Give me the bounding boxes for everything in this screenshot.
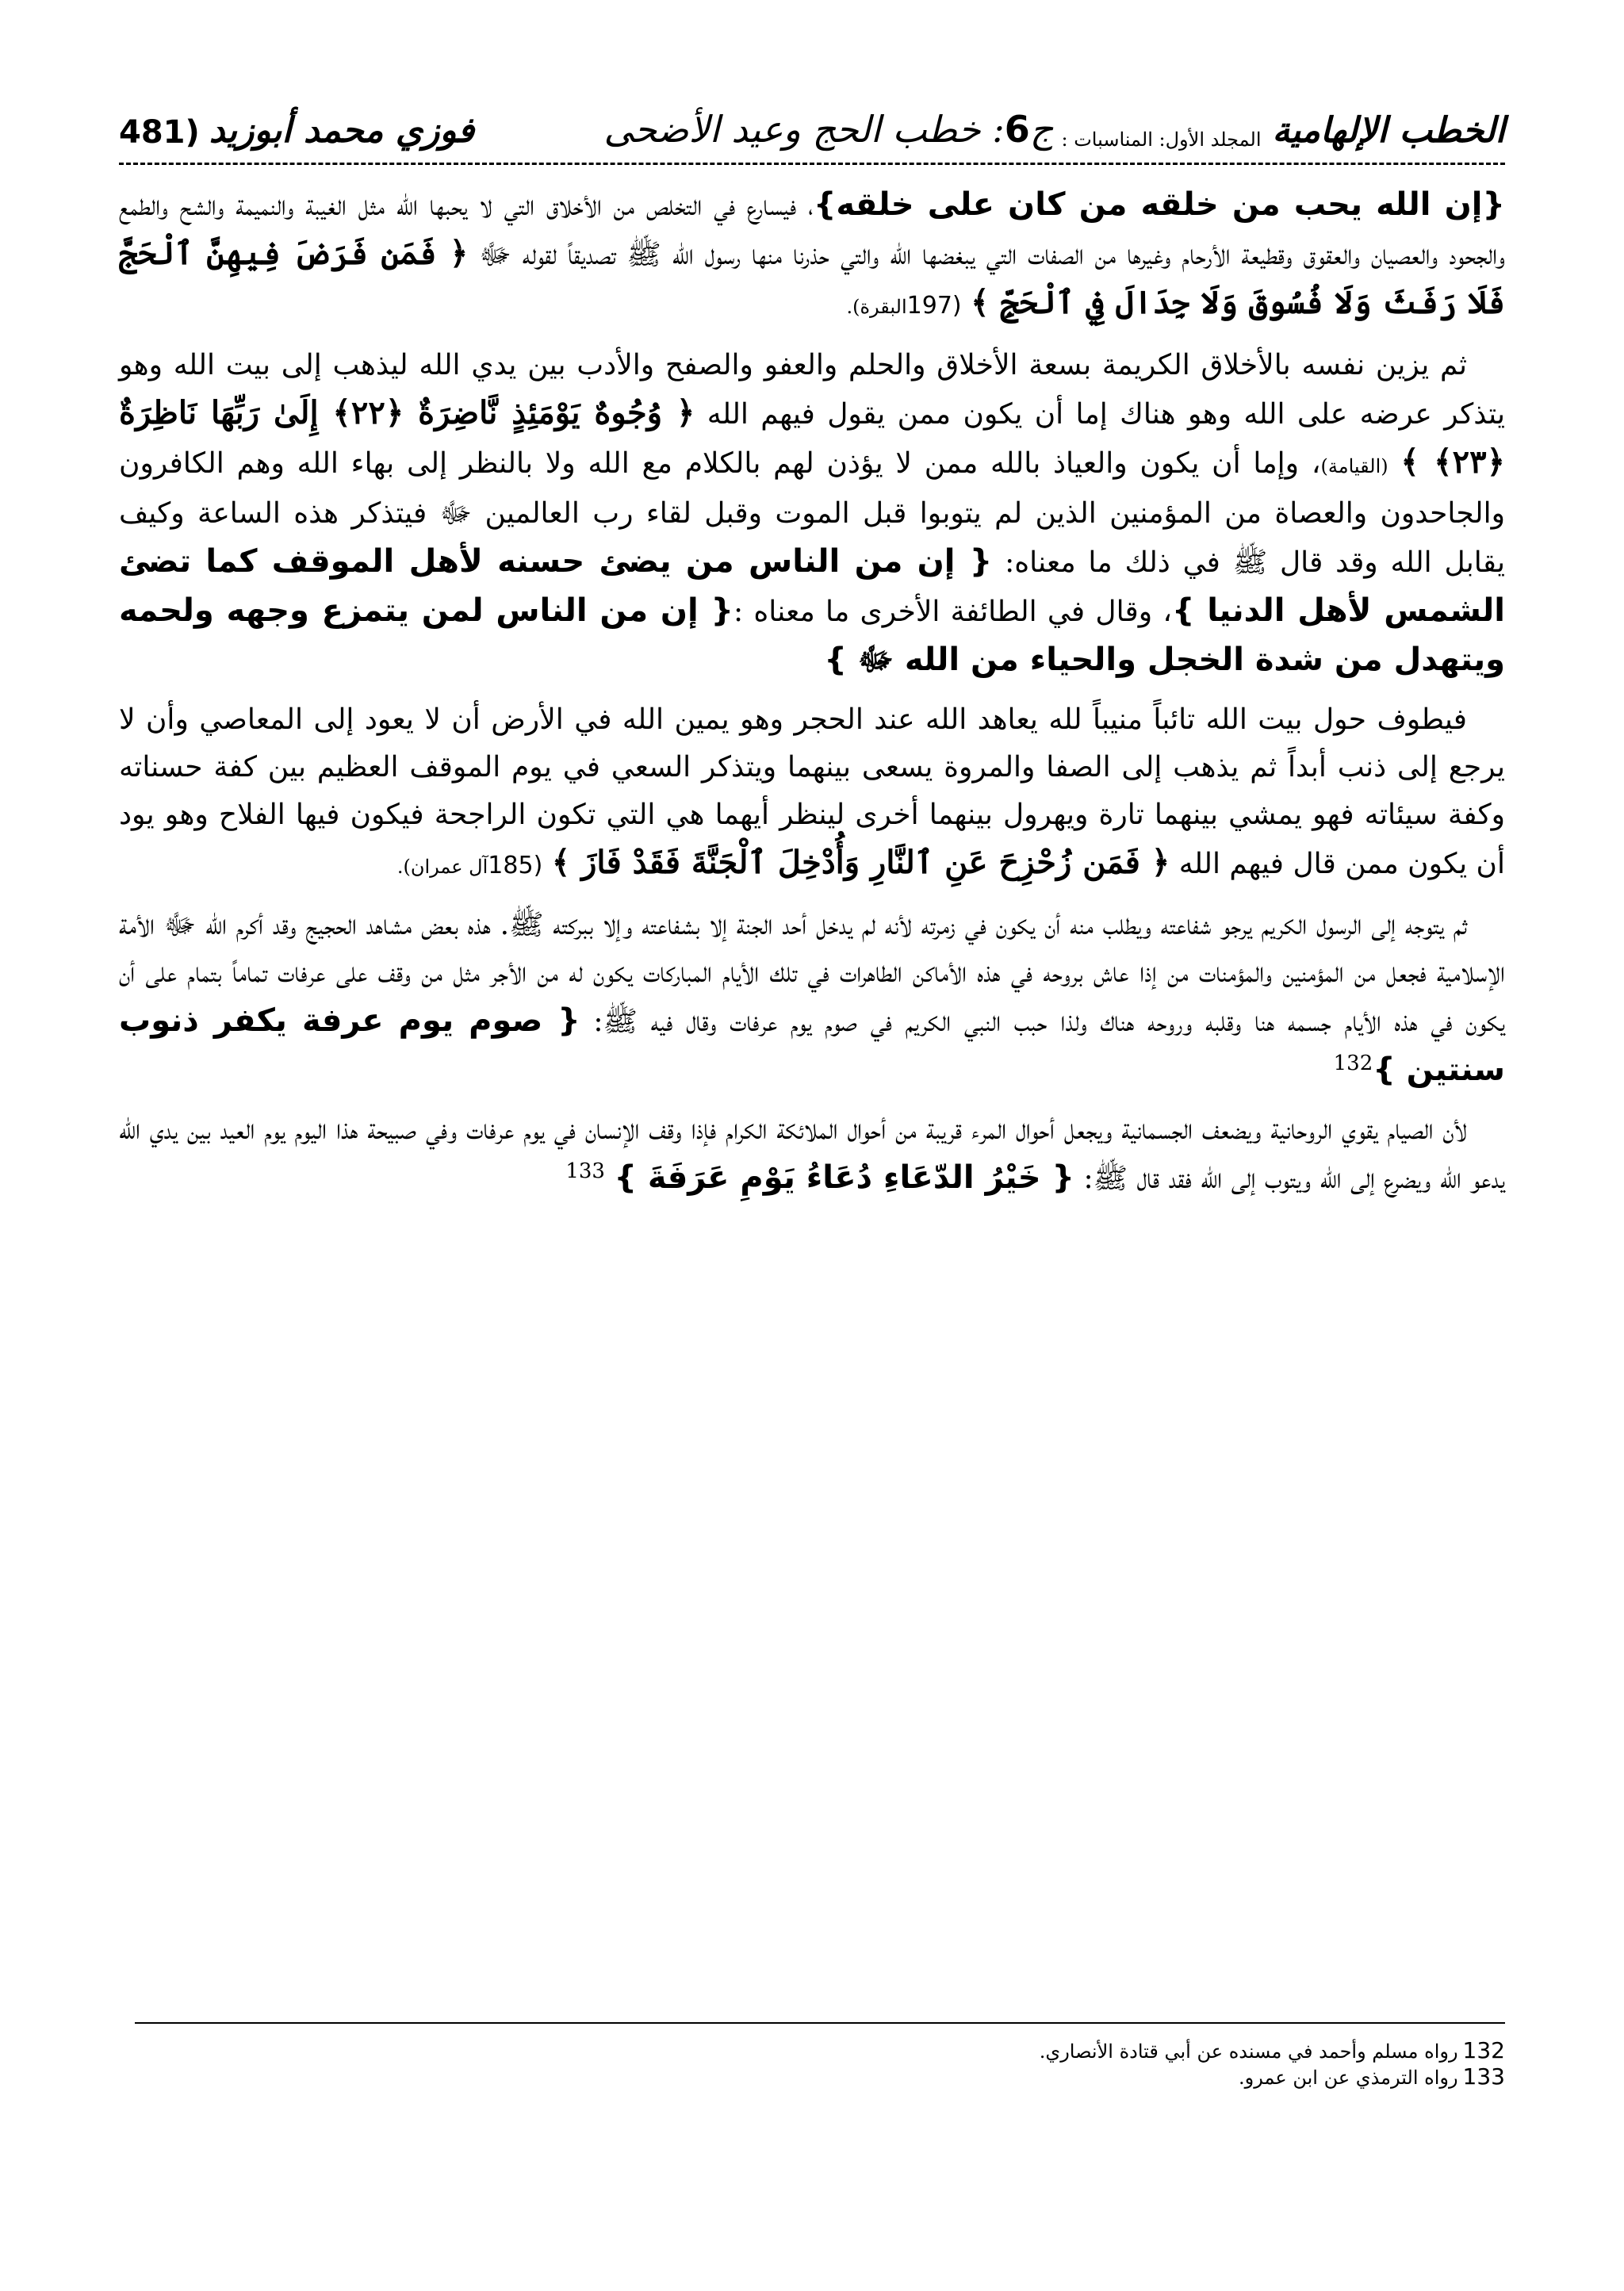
quran-verse: ﴿ وُجُوهٌ يَوْمَئِذٍ نَّاضِرَةٌ ﴿٢٢﴾ إِلَىٰ رَبِّهَا نَاظِرَةٌ ﴿٢٣﴾ ﴾ (119, 394, 1505, 481)
footnote-rule (135, 2022, 1505, 2024)
body-text: ثم يتوجه إلى الرسول الكريم يرجو شفاعته ويطلب منه أن يكون في زمرته لأنه لم يدخل أحد الجنة إلا بشفاعته وإلا ببركته ﷺ. هذه بعض مشاهد الحجيج وقد أكرم الله ﷻ الأمة الإسلامية فجعل من المؤمنين والمؤمنات من إذا عاش بروحه في هذه الأماكن الطاهرات في تلك الأيام المباركات يكون له من الأجر مثل من وقف على عرفات تماماً بتمام على أن يكون في هذه الأيام جسمه هنا وقلبه وروحه هناك ولذا حبب النبي الكريم في صوم يوم عرفات وقال فيه ﷺ: (119, 909, 1505, 1038)
hadith-text: { إن من الناس من يضئ حسنه لأهل الموقف كما تضئ الشمس لأهل الدنيا } (119, 543, 1505, 629)
page-header (119, 87, 1505, 159)
hadith-text: { خَيْرُ الدّعَاءِ دُعَاءُ يَوْمِ عَرَفَةَ } (614, 1159, 1075, 1196)
paragraph-3 (119, 696, 1505, 891)
body-text: ثم يزين نفسه بالأخلاق الكريمة بسعة الأخلاق والحلم والعفو والصفح والأدب بين يدي الله ليذهب إلى بيت الله وهو يتذكر عرضه على الله وهو هناك إما أن يكون ممن يقول فيهم الله (119, 349, 1505, 431)
hadith-text: { صوم يوم عرفة يكفر ذنوب سنتين } (119, 1002, 1505, 1088)
book-title: الخطب الإلهامية (1272, 110, 1505, 151)
header-right-group (119, 110, 506, 151)
author-name: فوزي محمد أبوزيد (209, 110, 475, 151)
page-body (119, 181, 1505, 1214)
paragraph-2 (119, 342, 1505, 685)
paragraph-4 (119, 902, 1505, 1095)
paragraph-5 (119, 1106, 1505, 1203)
page-number: 481) (119, 114, 200, 151)
footnote-item: 132رواه مسلم وأحمد في مسنده عن أبي قتادة الأنصاري. (1039, 2037, 1505, 2063)
verse-reference: (197البقرة). (846, 292, 962, 320)
verse-reference: (185آل عمران). (396, 852, 543, 879)
quran-verse: ﴿ فَمَن فَرَضَ فِيهِنَّ ٱلْحَجَّ فَلَا رَفَثَ وَلَا فُسُوقَ وَلَا جِدَالَ فِي ٱلْحَجِّ ﴾ (119, 235, 1505, 321)
footnote-marker[interactable]: 133 (565, 1159, 605, 1183)
header-left-group (603, 108, 1505, 151)
hadith-text: {إن الله يحب من خلقه من كان على خلقه} (813, 186, 1505, 223)
footnote-item: 133رواه الترمذي عن ابن عمرو. (1239, 2063, 1505, 2090)
body-text: لأن الصيام يقوي الروحانية ويضعف الجسمانية ويجعل أحوال المرء قريبة من أحوال الملائكة الكرام فإذا وقف الإنسان في يوم عرفات وفي صبيحة هذا اليوم يوم العيد بين يدي الله يدعو الله ويضرع إلى الله ويتوب إلى الله فقد قال ﷺ: (119, 1113, 1505, 1195)
hadith-text: { إن من الناس لمن يتمزع وجهه ولحمه ويتهدل من شدة الخجل والحياء من الله ﷻ } (119, 592, 1505, 678)
chapter-title: ج6: خطب الحج وعيد الأضحى (603, 108, 1054, 151)
footnotes (119, 2038, 1505, 2090)
quran-verse: ﴿ فَمَن زُحْزِحَ عَنِ ٱلنَّارِ وَأُدْخِلَ ٱلْجَنَّةَ فَقَدْ فَازَ ﴾ (551, 844, 1170, 881)
body-text: ، وقال في الطائفة الأخرى ما معناه : (733, 596, 1173, 628)
body-text: ، فيسارع في التخلص من الأخلاق التي لا يحبها الله مثل الغيبة والنميمة والشح والطمع والجحود والعصيان والعقوق وقطيعة الأرحام وغيرها من الصفات التي يبغضها الله والتي حذرنا منها رسول الله ﷺ تصديقاً لقوله ﷻ (119, 190, 1506, 271)
footnote-marker[interactable]: 132 (1333, 1052, 1373, 1075)
paragraph-1 (119, 181, 1505, 331)
verse-reference: (القيامة) (1320, 455, 1388, 477)
body-text: ، وإما أن يكون والعياذ بالله ممن لا يؤذن لهم بالكلام مع الله ولا بالنظر إلى بهاء الله وهم الكافرون والجاحدون والعصاة من المؤمنين الذين لم يتوبوا قبل الموت وقبل لقاء رب العالمين ﷻ فيتذكر هذه الساعة وكيف يقابل الله وقد قال ﷺ في ذلك ما معناه: (119, 447, 1505, 579)
body-text: فيطوف حول بيت الله تائباً منيباً لله يعاهد الله عند الحجر وهو يمين الله في الأرض أن لا يعود إلى المعاصي وأن لا يرجع إلى ذنب أبداً ثم يذهب إلى الصفا والمروة يسعى بينهما ويتذكر السعي في يوم الموقف العظيم بين كفة حسناته وكفة سيئاته فهو يمشي بينهما تارة ويهرول بينهما أخرى لينظر أيهما هي التي تكون الراجحة فيكون فيها الفلاح وهو يود أن يكون ممن قال فيهم الله (119, 703, 1505, 880)
header-rule (119, 163, 1505, 165)
volume-label: المجلد الأول: المناسبات : (1061, 128, 1262, 151)
